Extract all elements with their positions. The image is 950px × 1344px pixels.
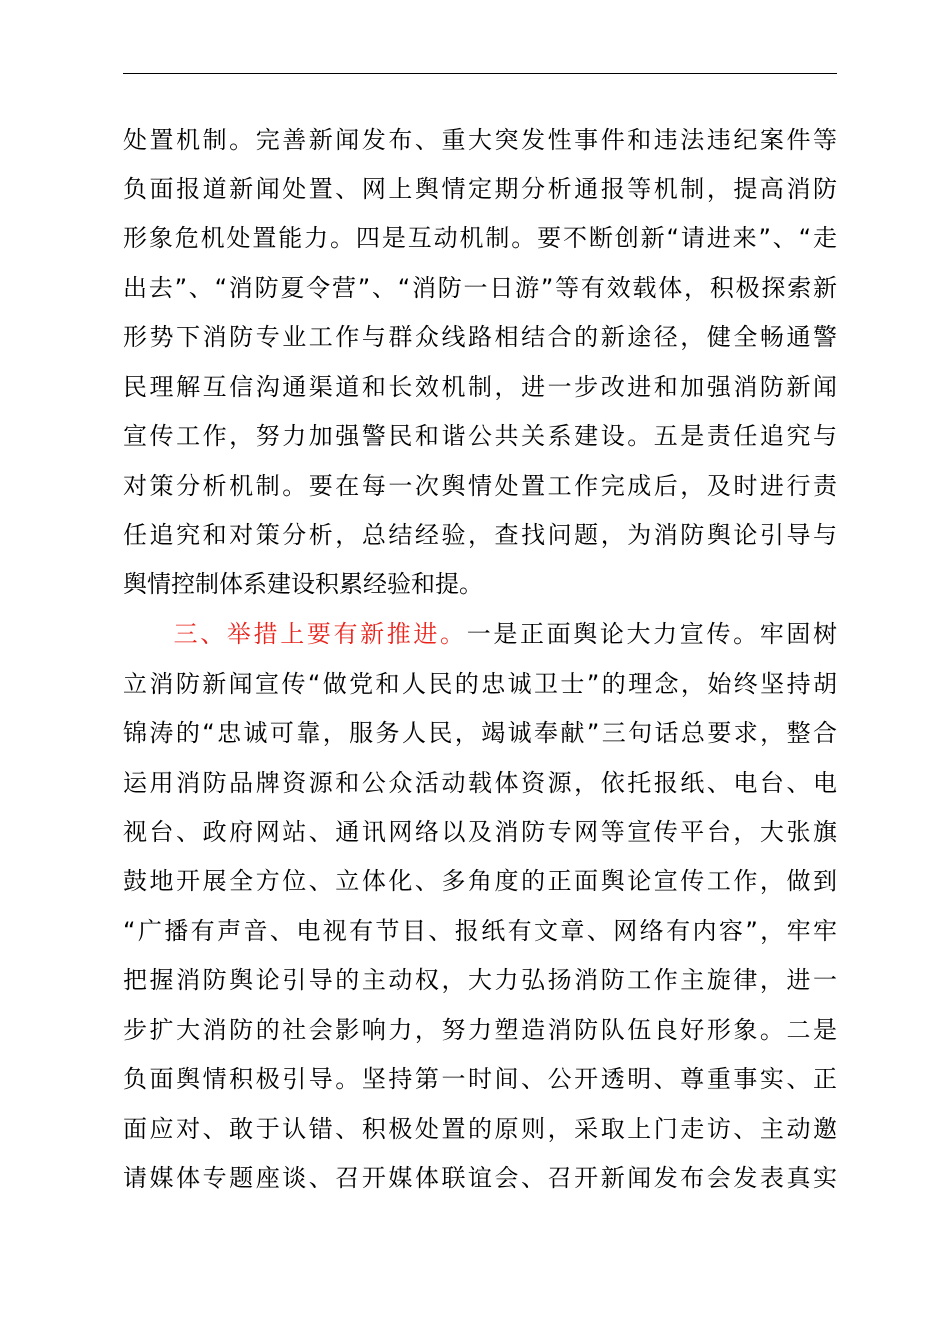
paragraph-line: 运用消防品牌资源和公众活动载体资源，依托报纸、电台、电: [123, 769, 837, 797]
paragraph-line: 负面报道新闻处置、网上舆情定期分析通报等机制，提高消防: [123, 175, 837, 203]
header-rule: [123, 73, 837, 74]
paragraph-line: 面应对、敢于认错、积极处置的原则，采取上门走访、主动邀: [123, 1115, 837, 1143]
paragraph-line: 对策分析机制。要在每一次舆情处置工作完成后，及时进行责: [123, 472, 837, 500]
paragraph-line: 负面舆情积极引导。坚持第一时间、公开透明、尊重事实、正: [123, 1065, 837, 1093]
paragraph-line: 步扩大消防的社会影响力，努力塑造消防队伍良好形象。二是: [123, 1016, 837, 1044]
paragraph-line: 宣传工作，努力加强警民和谐公共关系建设。五是责任追究与: [123, 422, 837, 450]
paragraph-line: 出去”、“消防夏令营”、“消防一日游”等有效载体，积极探索新: [123, 274, 837, 302]
section-3-heading: 三、举措上要有新推进。: [171, 620, 467, 648]
paragraph-line: “广播有声音、电视有节目、报纸有文章、网络有内容”，牢牢: [123, 917, 837, 945]
paragraph-line: 把握消防舆论引导的主动权，大力弘扬消防工作主旋律，进一: [123, 966, 837, 994]
paragraph-line: 形象危机处置能力。四是互动机制。要不断创新“请进来”、“走: [123, 224, 837, 252]
paragraph-line: 立消防新闻宣传“做党和人民的忠诚卫士”的理念，始终坚持胡: [123, 670, 837, 698]
section-3-first-line: [123, 616, 837, 652]
paragraph-line: 形势下消防专业工作与群众线路相结合的新途径，健全畅通警: [123, 323, 837, 351]
paragraph-line: 鼓地开展全方位、立体化、多角度的正面舆论宣传工作，做到: [123, 867, 837, 895]
paragraph-line: 视台、政府网站、通讯网络以及消防专网等宣传平台，大张旗: [123, 818, 837, 846]
paragraph-line: 请媒体专题座谈、召开媒体联谊会、召开新闻发布会发表真实: [123, 1164, 837, 1192]
paragraph-line: 民理解互信沟通渠道和长效机制，进一步改进和加强消防新闻: [123, 373, 837, 401]
paragraph-line: 任追究和对策分析，总结经验，查找问题，为消防舆论引导与: [123, 521, 837, 549]
paragraph-line: 舆情控制体系建设积累经验和提。: [123, 570, 483, 598]
paragraph-line: 锦涛的“忠诚可靠，服务人民，竭诚奉献”三句话总要求，整合: [123, 719, 837, 747]
paragraph-line: 处置机制。完善新闻发布、重大突发性事件和违法违纪案件等: [123, 126, 837, 154]
section-3-first-line-text: 一是正面舆论大力宣传。牢固树: [466, 620, 838, 648]
